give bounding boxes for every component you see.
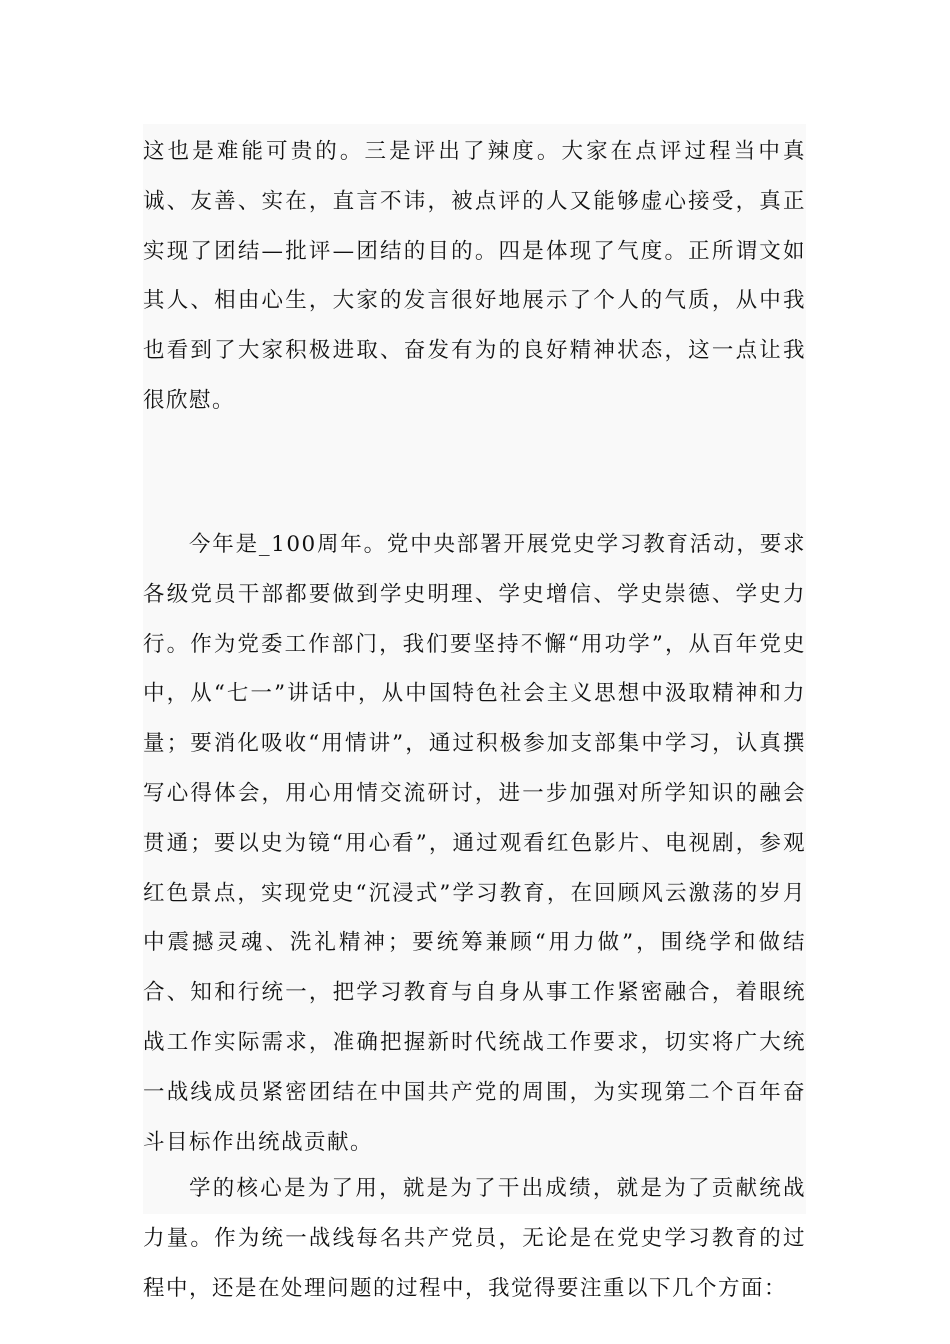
paragraph-core-of-learning: 学的核心是为了用，就是为了干出成绩，就是为了贡献统战力量。作为统一战线每名共产党员，无论是在党史学习教育的过程中，还是在处理问题的过程中，我觉得要注重以下几个方面： — [143, 1176, 806, 1301]
document-body — [143, 124, 806, 1301]
paragraph-continuation: 这也是难能可贵的。三是评出了辣度。大家在点评过程当中真诚、友善、实在，直言不讳，被点评的人又能够虚心接受，真正实现了团结—批评—团结的目的。四是体现了气度。正所谓文如其人、相由心生，大家的发言很好地展示了个人的气质，从中我也看到了大家积极进取、奋发有为的良好精神状态，这一点让我很欣慰。 — [143, 139, 806, 413]
paragraph-party-history-study: 今年是_100周年。党中央部署开展党史学习教育活动，要求各级党员干部都要做到学史明理、学史增信、学史崇德、学史力行。作为党委工作部门，我们要坚持不懈“用功学”，从百年党史中，从“七一”讲话中，从中国特色社会主义思想中汲取精神和力量；要消化吸收“用情讲”，通过积极参加支部集中学习，认真撰写心得体会，用心用情交流研讨，进一步加强对所学知识的融会贯通；要以史为镜“用心看”，通过观看红色影片、电视剧，参观红色景点，实现党史“沉浸式”学习教育，在回顾风云激荡的岁月中震撼灵魂、洗礼精神；要统筹兼顾“用力做”，围绕学和做结合、知和行统一，把学习教育与自身从事工作紧密融合，着眼统战工作实际需求，准确把握新时代统战工作要求，切实将广大统一战线成员紧密团结在中国共产党的周围，为实现第二个百年奋斗目标作出统战贡献。 — [143, 532, 806, 1155]
